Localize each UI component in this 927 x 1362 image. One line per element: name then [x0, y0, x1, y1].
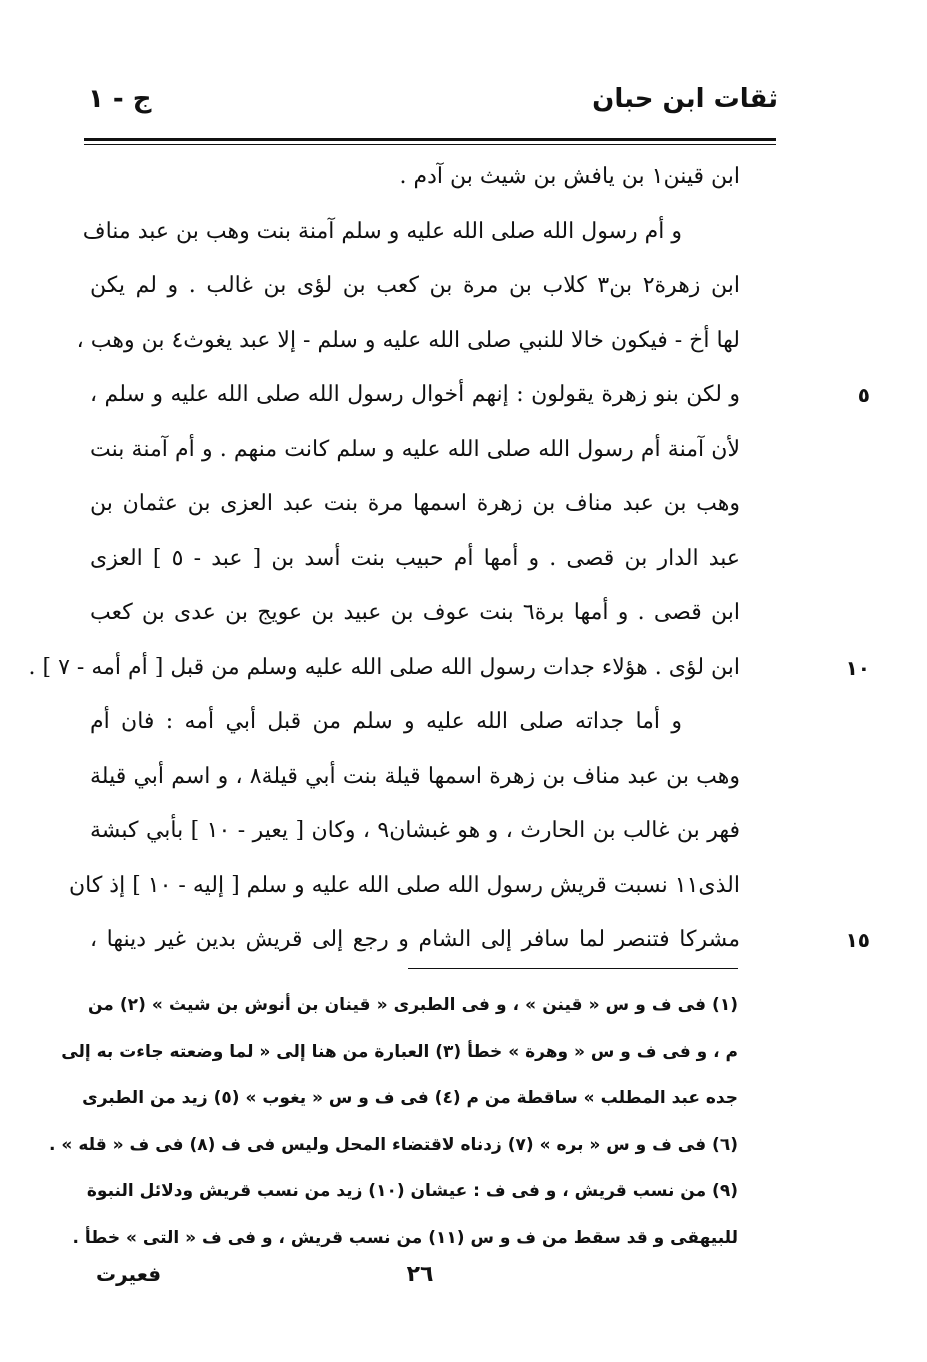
header-rule-thick [84, 138, 776, 141]
footnote-line: جده عبد المطلب » ساقطة من م (٤) فى ف و س « يغوب » (٥) زيد من الطبرى [82, 1088, 738, 1108]
running-title: ثقات ابن حبان [592, 84, 778, 114]
footnote-line: (٩) من نسب قريش ، و فى ف : عيشان (١٠) زيد من نسب قريش ودلائل النبوة [86, 1181, 738, 1201]
header-rule-thin [84, 144, 776, 145]
footnote-line: (٦) فى ف و س « بره » (٧) زدناه لاقتضاء المحل وليس فى ف (٨) فى ف « قله » . [49, 1134, 738, 1155]
page-number: ٢٦ [406, 1262, 434, 1287]
footnote-line: (١) فى ف و س « قينن » ، و فى الطبرى « قينان بن أنوش بن شيث » (٢) من [88, 995, 738, 1015]
text-line: ابن قينن١ بن يافش بن شيث بن آدم . [399, 164, 740, 189]
line-number: ١٥ [845, 928, 870, 952]
text-line: وهب بن عبد مناف بن زهرة اسمها قيلة بنت أبي قيلة٨ ، و اسم أبي قيلة [90, 763, 740, 789]
text-line: لأن آمنة أم رسول الله صلى الله عليه و سلم كانت منهم . و أم آمنة بنت [90, 436, 740, 462]
footnote-line: للبيهقى و قد سقط من ف و س (١١) من نسب قريش ، و فى ف « التى » خطأ . [72, 1227, 738, 1248]
text-line: و أما جداته صلى الله عليه و سلم من قبل أبي أمه : فان أم [90, 709, 682, 734]
signature-mark: فعيرت [96, 1262, 162, 1286]
text-line: و أم رسول الله صلى الله عليه و سلم آمنة بنت وهب بن عبد مناف [82, 218, 682, 244]
text-line: عبد الدار بن قصى . و أمها أم حبيب بنت أسد بن [ عبد - ٥ ] العزى [90, 545, 741, 571]
page-header [78, 84, 778, 128]
line-number: ٥ [857, 383, 870, 407]
line-number: ١٠ [845, 655, 870, 680]
text-line: وهب بن عبد مناف بن زهرة اسمها مرة بنت عبد العزى بن عثمان بن [90, 491, 740, 516]
footnote-line: م ، و فى ف و س « وهرة » خطأ (٣) العبارة من هنا إلى « لما وضعته جاءت به إلى [61, 1041, 738, 1062]
footnote-rule [408, 968, 738, 969]
body-text [28, 150, 870, 968]
text-line: ابن قصى . و أمها برة٦ بنت عوف بن عبيد بن عويج بن عدى بن كعب [90, 600, 740, 625]
volume-number: ج - ١ [88, 84, 152, 114]
text-line: و لكن بنو زهرة يقولون : إنهم أخوال رسول الله صلى الله عليه و سلم ، ٥ [90, 368, 740, 423]
text-line: فهر بن غالب بن الحارث ، و هو غبشان٩ ، وكان [ يعير - ١٠ ] بأبي كبشة [90, 818, 741, 843]
footnotes [49, 982, 738, 1261]
text-line: لها أخ - فيكون خالا للنبي صلى الله عليه و سلم - إلا عبد يغوث٤ بن وهب ، [76, 327, 740, 353]
text-line: ابن لؤى . هؤلاء جدات رسول الله صلى الله عليه وسلم من قبل [ أم أمه - ٧ ] . ١٠ [90, 641, 740, 696]
text-line: ابن زهرة٢ بن٣ كلاب بن مرة بن كعب بن لؤى بن غالب . و لم يكن [90, 273, 740, 298]
text-line: الذى١١ نسبت قريش رسول الله صلى الله عليه و سلم [ إليه - ١٠ ] إذ كان [68, 872, 740, 898]
text-line: مشركا فتنصر لما سافر إلى الشام و رجع إلى قريش بدين غير دينها ، ١٥ [90, 913, 740, 968]
